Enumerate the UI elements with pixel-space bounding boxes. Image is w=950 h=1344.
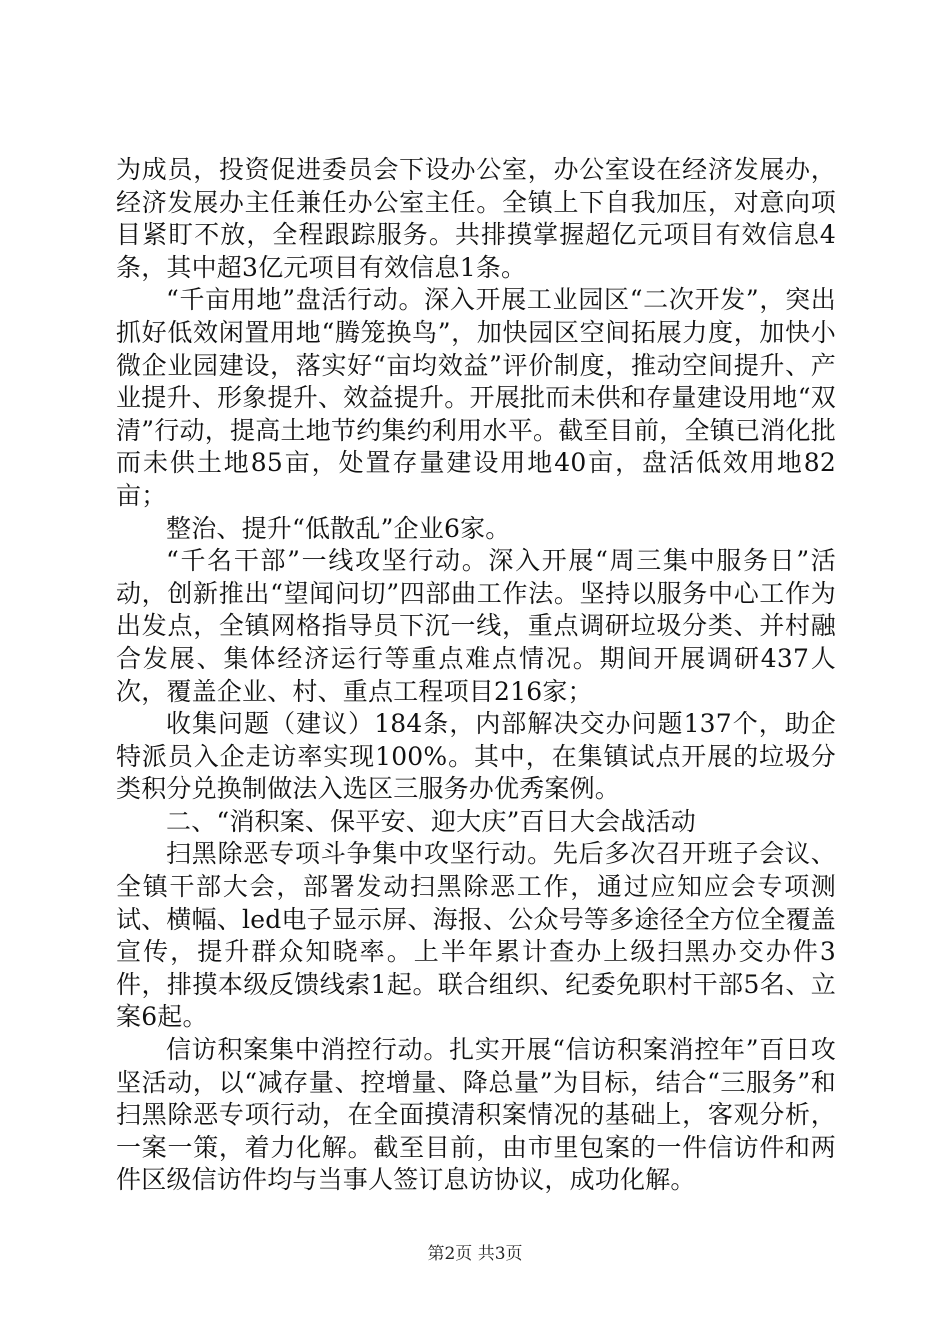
paragraph-issues-collected: 收集问题（建议）184条，内部解决交办问题137个，助企特派员入企走访率实现100%。其中，在集镇试点开展的垃圾分类积分兑换制做法入选区三服务办优秀案例。 — [116, 709, 836, 804]
document-body — [116, 154, 836, 1197]
paragraph-anti-crime-campaign: 扫黑除恶专项斗争集中攻坚行动。先后多次召开班子会议、全镇干部大会，部署发动扫黑除恶工作，通过应知应会专项测试、横幅、led电子显示屏、海报、公众号等多途径全方位全覆盖宣传，提升群众知晓率。上半年累计查办上级扫黑办交办件3件，排摸本级反馈线索1起。联合组织、纪委免职村干部5名、立案6起。 — [116, 839, 836, 1032]
page-number-footer: 第2页 共3页 — [427, 1244, 523, 1264]
section-heading-hundred-days: 二、“消积案、保平安、迎大庆”百日大会战活动 — [166, 806, 696, 836]
paragraph-land-revitalization: “千亩用地”盘活行动。深入开展工业园区“二次开发”，突出抓好低效闲置用地“腾笼换鸟”，加快园区空间拓展力度，加快小微企业园建设，落实好“亩均效益”评价制度，推动空间提升、产业提升、形象提升、效益提升。开展批而未供和存量建设用地“双清”行动，提高土地节约集约利用水平。截至目前，全镇已消化批而未供土地85亩，处置存量建设用地40亩，盘活低效用地82亩； — [116, 285, 836, 510]
paragraph-cadres-frontline: “千名干部”一线攻坚行动。深入开展“周三集中服务日”活动，创新推出“望闻问切”四部曲工作法。坚持以服务中心工作为出发点，全镇网格指导员下沉一线，重点调研垃圾分类、并村融合发展、集体经济运行等重点难点情况。期间开展调研437人次，覆盖企业、村、重点工程项目216家； — [116, 546, 836, 706]
paragraph-low-scattered-enterprises: 整治、提升“低散乱”企业6家。 — [166, 513, 511, 543]
paragraph-petition-cases: 信访积案集中消控行动。扎实开展“信访积案消控年”百日攻坚活动，以“减存量、控增量、降总量”为目标，结合“三服务”和扫黑除恶专项行动，在全面摸清积案情况的基础上，客观分析，一案一策，着力化解。截至目前，由市里包案的一件信访件和两件区级信访件均与当事人签订息访协议，成功化解。 — [116, 1035, 836, 1195]
paragraph-investment-office: 为成员，投资促进委员会下设办公室，办公室设在经济发展办，经济发展办主任兼任办公室主任。全镇上下自我加压，对意向项目紧盯不放，全程跟踪服务。共排摸掌握超亿元项目有效信息4条，其中超3亿元项目有效信息1条。 — [116, 155, 836, 282]
